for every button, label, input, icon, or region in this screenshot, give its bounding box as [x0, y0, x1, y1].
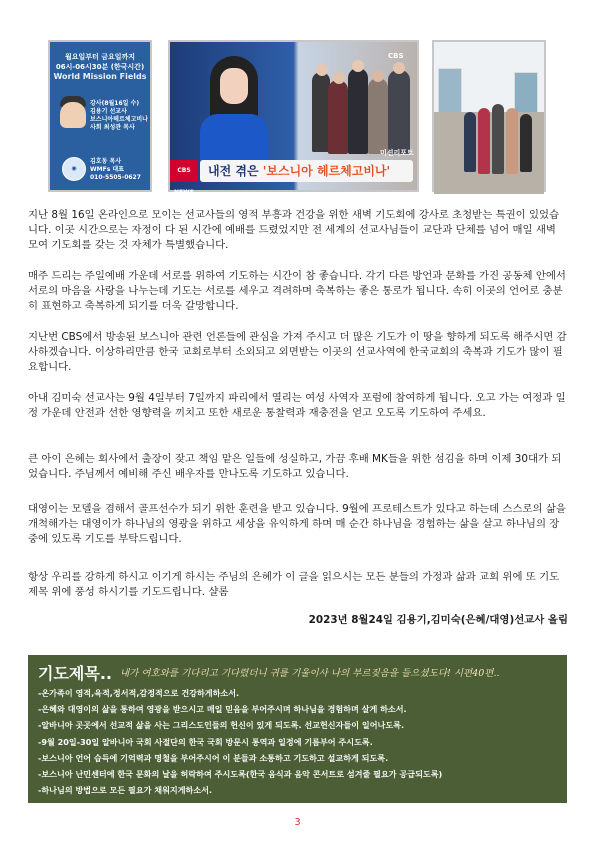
- news-caption-highlight: '보스니아 헤르체고비나': [262, 164, 391, 178]
- prayer-verse: 내가 여호와를 기다리고 기다렸더니 귀를 기울이사 나의 부르짖음을 들으셨도다! 시편40편..: [120, 668, 500, 679]
- letter-paragraph: 대영이는 모델을 겸해서 골프선수가 되기 위한 훈련을 받고 있습니다. 9월에 프로테스트가 있다고 하는데 스스로의 삶을 개척해가는 대영이가 하나님의 영광을 위하고 세상을 유익하게 하며 매 순간 하나님을 경험하는 삶을 살고 하나님의 장중에 있도록 기도를 부탁드립니다.: [28, 503, 566, 545]
- letter-paragraph: 지난번 CBS에서 방송된 보스니아 관련 언론들에 관심을 가져 주시고 더 많은 기도가 이 땅을 향하게 되도록 해주시면 감사하겠습니다. 이상하리만큼 한국 교회로부터 소외되고 외면받는 이곳의 선교사역에 한국교회의 축복과 기도가 많이 필요합니다.: [28, 331, 567, 373]
- globe-logo-icon: ◉: [62, 157, 86, 181]
- poster-headline: World Mission Fields: [53, 72, 147, 81]
- letter-signature: 2023년 8월24일 김용기,김미숙(은혜/대영)선교사 올림: [308, 614, 568, 626]
- poster-host-line: 010-5505-0627: [90, 174, 141, 181]
- prayer-item: -온가족이 영적,육적,정서적,감정적으로 건강하게하소서.: [38, 688, 240, 698]
- poster-header: [50, 52, 150, 72]
- letter-paragraph: 아내 김미숙 선교사는 9월 4일부터 7일까지 파리에서 열리는 여성 사역자 포럼에 참여하게 됩니다. 오고 가는 여정과 일정 가운데 안전과 선한 영향력을 끼치고 또한 새로운 통찰력과 재충전을 얻고 오도록 기도하여 주세요.: [28, 392, 566, 419]
- poster-host-line: 김호동 목사: [90, 158, 122, 165]
- news-caption: [200, 160, 413, 182]
- poster-speaker-line: 사회 최성관 목사: [90, 124, 135, 131]
- news-caption-prefix: 내전 겪은: [208, 164, 263, 178]
- poster-host-line: WMFs 대표: [90, 166, 124, 173]
- poster-speaker-info: [90, 100, 148, 132]
- person-figure: [478, 108, 490, 174]
- prayer-item: -은혜와 대영이의 삶을 통하여 영광을 받으시고 매일 믿음을 부어주시며 하나님을 경험하며 살게 하소서.: [38, 704, 407, 715]
- poster-speaker-line: 강사(8월16일 수): [90, 100, 140, 107]
- poster-host-info: [90, 158, 141, 182]
- person-figure: [464, 112, 476, 172]
- prayer-requests-box: [28, 655, 567, 803]
- letter-paragraph: 큰 아이 은혜는 회사에서 출장이 잦고 책임 맡은 일들에 성실하고, 가끔 후배 MK들을 위한 섬김을 하며 이제 30대가 되었습니다. 주님께서 예비해 주신 배우자를 만나도록 기도하고 있습니다.: [28, 453, 562, 480]
- news-anchor-body: [200, 114, 268, 164]
- person-figure: [506, 108, 518, 174]
- news-anchor-face: [220, 68, 248, 104]
- poster-header-line: 월요일부터 금요일까지: [64, 53, 136, 61]
- prayer-list: [38, 685, 442, 798]
- room-window: [514, 72, 538, 114]
- news-photo: [168, 40, 419, 196]
- poster-speaker-line: 김용기 선교사: [90, 108, 127, 115]
- person-figure: [520, 114, 532, 172]
- page-number: 3: [294, 817, 301, 828]
- person-figure: [492, 104, 504, 174]
- room-window: [438, 68, 462, 116]
- crowd-image: [308, 50, 416, 154]
- letter-paragraph: 매주 드리는 주일예배 가운데 서로를 위하여 기도하는 시간이 참 좋습니다. 각기 다른 방언과 문화를 가진 공동체 안에서 서로의 마음을 사랑을 나누는데 기도는 서로를 세우고 격려하며 축복하는 좋은 통로가 됩니다. 속히 이곳의 언어로 충분히 표현하고 축복하게 되기를 더욱 갈망합니다.: [28, 270, 566, 312]
- news-report-tag: 미션리포트: [380, 149, 414, 157]
- prayer-item: -하나님의 방법으로 모든 필요가 채워지게하소서.: [38, 785, 213, 796]
- prayer-item: -9월 20일-30일 알바니아 국회 사절단의 한국 국회 방문시 통역과 일정에 기름부어 주시도록.: [38, 736, 373, 747]
- gathering-photo: [432, 40, 546, 192]
- prayer-item: -보스니아 난민센터에 한국 문화의 날을 허락하여 주시도록(한국 음식과 음악 콘서트로 섬겨줄 필요가 공급되도록): [38, 769, 443, 780]
- cbs-news-label: CBS NEWS: [170, 160, 198, 182]
- speaker-face: [60, 102, 86, 128]
- prayer-title: 기도제목..: [38, 664, 112, 683]
- poster-speaker-line: 보스니아헤르체고비나: [90, 116, 148, 123]
- prayer-item: -보스니아 언어 습득에 기억력과 명철을 부어주시어 이 분들과 소통하고 기도하고 설교하게 되도록.: [38, 752, 389, 763]
- letter-paragraph: 지난 8월 16일 온라인으로 모이는 선교사들의 영적 부흥과 건강을 위한 새벽 기도회에 강사로 초청받는 특권이 있었습니다. 이곳 시간으로는 자정이 다 된 시간에 예배를 드렸었지만 전 세계의 선교사님들이 교단과 단체를 넘어 매일 새벽 모여 기도회를 갖는 것 자체가 특별했습니다.: [28, 209, 560, 251]
- poster-header-line: 06시-06시30분 (한국시간): [55, 63, 145, 71]
- letter-paragraph: 항상 우리를 강하게 하시고 이기게 하시는 주님의 은혜가 이 글을 읽으시는 모든 분들의 가정과 삶과 교회 위에 또 기도제목 위에 풍성 하시기를 기도드립니다. 샬롬: [28, 571, 560, 598]
- prayer-item: -알바니아 곳곳에서 선교적 삶을 사는 그리스도인들의 헌신이 있게 되도록. 선교헌신자들이 일어나도록.: [38, 720, 405, 731]
- poster-photo: [48, 40, 152, 192]
- cbs-logo: CBS: [388, 52, 404, 60]
